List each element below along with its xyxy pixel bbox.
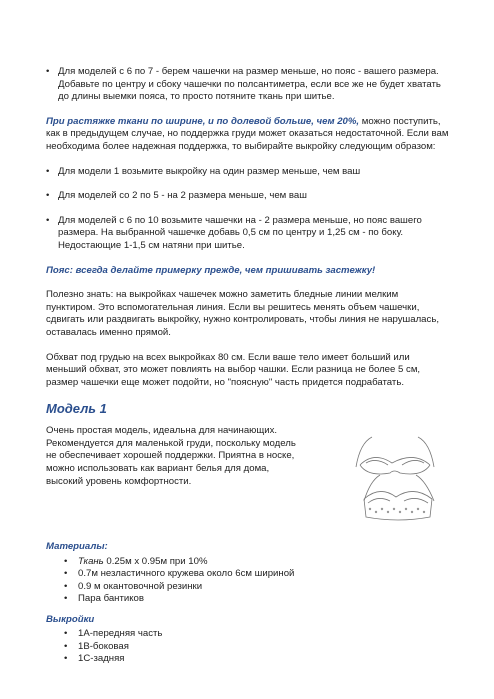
bullet-dot: • — [46, 214, 50, 226]
patterns-list — [46, 628, 450, 665]
stretch-rest: можно поступить, как в предыдущем случае, но поддержка груди может оказаться недостаточной. Если вам необходима более надежная поддержка, то выбирайте выкройку следующим образом: — [46, 115, 449, 152]
belt-note: Пояс: всегда делайте примерку прежде, чем пришивать застежку! — [46, 264, 376, 276]
patterns-heading: Выкройки — [46, 613, 95, 625]
list-item: • Пара бантиков — [64, 593, 450, 605]
bullet-text: Для моделей с 6 по 10 возьмите чашечки на - 2 размера меньше, но пояс вашего размера. На выбранной чашечке добавь 0,5 см по центру и 1,25 см - по боку. Недостающие 1-1,5 см натяни при шитье. — [58, 214, 422, 251]
underbust-paragraph: Обхват под грудью на всех выкройках 80 см. Если ваше тело имеет больший или меньший обхват, это может повлиять на выбор чашки. Если разница не более 5 см, размер чашечки еще может подойти, но "поясную" часть придется подрабатать. — [46, 351, 421, 388]
bullet-models-6-10 — [46, 215, 450, 253]
model-title: Модель 1 — [46, 401, 107, 417]
list-item: • 1А-передняя часть — [64, 628, 450, 640]
list-item: • 0.9 м окантовочной резинки — [64, 581, 450, 593]
model-description: Очень простая модель, идеальна для начинающих. Рекомендуется для маленькой груди, поскольку модель не обеспечивает хорошей поддержки. Приятна в носке, можно использовать как вариант белья для дома, высокий уровень комфортности. — [46, 425, 296, 487]
stretch-paragraph — [46, 116, 450, 154]
materials-list — [46, 556, 450, 606]
model-section — [46, 425, 450, 533]
list-item — [64, 556, 450, 568]
fabric-label: Ткань — [78, 555, 104, 567]
bullet-model-1 — [46, 166, 450, 179]
bullet-dot: • — [46, 190, 50, 202]
list-item: • 1В-боковая — [64, 641, 450, 653]
list-item: • 0.7м незластичного кружева около 6см шириной — [64, 568, 450, 580]
bullet-dot: • — [46, 66, 50, 77]
bullet-models-2-5 — [46, 190, 450, 203]
lace-bra-sketch-icon — [350, 433, 440, 533]
list-item: • 1С-задняя — [64, 653, 450, 665]
document-page — [46, 66, 450, 665]
bullet-dot: • — [46, 165, 50, 177]
bullet-text: Для моделей со 2 по 5 - на 2 размера меньше, чем ваш — [58, 190, 307, 202]
materials-heading: Материалы: — [46, 541, 108, 553]
bullet-text: Для моделей с 6 по 7 - берем чашечки на размер меньше, но пояс - вашего размера. Добавьте по центру и сбоку чашечки по полсантиметра, если все же не будет хватать до длины выемки пояса, то просто потяните ткань при шитье. — [58, 66, 441, 103]
useful-paragraph: Полезно знать: на выкройках чашечек можно заметить бледные линии мелким пунктиром. Это вспомогательная линия. Если вы решитесь менять объем чашечки, сдвигать или раздвигать выкройку, нужно контролировать, чтобы линия не нарушалась, оставалась именно прямой. — [46, 289, 439, 338]
stretch-lead: При растяжке ткани по ширине, и по долевой больше, чем 20%, — [46, 115, 360, 127]
bullet-text: Для модели 1 возьмите выкройку на один размер меньше, чем ваш — [58, 165, 361, 177]
bullet-models-6-7 — [46, 66, 450, 104]
fabric-rest: 0.25м x 0.95м при 10% — [103, 555, 208, 567]
